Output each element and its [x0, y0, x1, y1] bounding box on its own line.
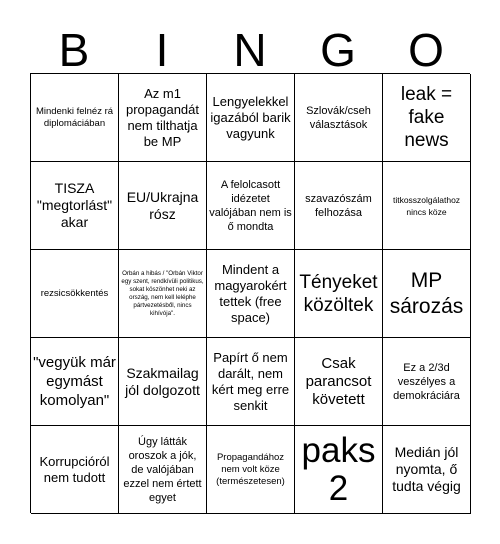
bingo-cell[interactable]	[207, 426, 295, 514]
bingo-cell[interactable]	[383, 162, 471, 250]
title-letter-o: O	[408, 24, 444, 76]
bingo-cell[interactable]	[31, 338, 119, 426]
bingo-cell[interactable]	[31, 250, 119, 338]
bingo-cell[interactable]	[207, 250, 295, 338]
bingo-cell[interactable]	[383, 426, 471, 514]
cell-text: Úgy látták oroszok a jók, de valójában ezzel nem értett egyet	[123, 435, 202, 504]
cell-text: Mindent a magyarokért tettek (free space)	[214, 261, 287, 325]
bingo-cell[interactable]	[119, 426, 207, 514]
cell-text: Az m1 propagandát nem tilthatja be MP	[125, 85, 199, 149]
cell-text: Papírt ő nem darált, nem kért meg erre senkit	[211, 349, 290, 413]
cell-text: Korrupcióról nem tudott	[39, 453, 110, 485]
bingo-cell[interactable]	[295, 338, 383, 426]
bingo-title	[30, 22, 470, 78]
cell-text: Propagandához nem volt köze (természetesen)	[216, 451, 285, 487]
cell-text: Orbán a hibás / "Orbán Viktor egy szent, rendkívüli politikus, sokat köszönhet neki az ország, nem kell leléphe pártvezetésből, nincs kihívója".	[121, 269, 204, 317]
cell-text: Szlovák/cseh választások	[306, 104, 371, 131]
bingo-cell[interactable]	[119, 162, 207, 250]
bingo-cell[interactable]	[295, 426, 383, 514]
cell-text: "vegyük már egymást komolyan"	[33, 354, 116, 409]
cell-text: TISZA "megtorlást" akar	[36, 180, 113, 230]
cell-text: rezsicsökkentés	[40, 287, 109, 299]
title-letter-n: N	[233, 24, 267, 76]
cell-text: EU/Ukrajna rósz	[126, 188, 199, 222]
bingo-cell[interactable]	[295, 162, 383, 250]
bingo-cell[interactable]	[119, 338, 207, 426]
cell-text: Csak parancsot követett	[305, 354, 372, 408]
bingo-cell[interactable]	[295, 74, 383, 162]
bingo-cell[interactable]	[31, 426, 119, 514]
bingo-cell[interactable]	[383, 250, 471, 338]
cell-text: MP sározás	[389, 268, 464, 318]
cell-text: Szakmailag jól dolgozott	[125, 364, 200, 398]
bingo-cell[interactable]	[207, 338, 295, 426]
bingo-cell[interactable]	[31, 74, 119, 162]
cell-text: szavazószám felhozása	[305, 192, 372, 219]
bingo-cell[interactable]	[31, 162, 119, 250]
cell-text: Tényeket közöltek	[299, 271, 378, 316]
cell-text: leak = fake news	[400, 84, 453, 151]
bingo-cell[interactable]	[207, 162, 295, 250]
title-letter-i: I	[155, 24, 169, 76]
cell-text: Medián jól nyomta, ő tudta végig	[392, 444, 461, 494]
cell-text: Lengyelekkel igazából barik vagyunk	[210, 93, 291, 141]
cell-text: Mindenki felnéz rá diplomáciában	[35, 105, 114, 129]
cell-text: paks 2	[301, 430, 376, 508]
cell-text: titkosszolgálathoz nincs köze	[392, 194, 461, 217]
bingo-cell[interactable]	[119, 74, 207, 162]
bingo-cell[interactable]	[383, 74, 471, 162]
title-letter-g: G	[320, 24, 356, 76]
bingo-cell[interactable]	[295, 250, 383, 338]
title-letter-b: B	[58, 24, 90, 76]
bingo-cell[interactable]	[383, 338, 471, 426]
bingo-board	[30, 73, 470, 513]
cell-text: A felolcasott idézetet valójában nem is ő mondta	[209, 178, 292, 233]
cell-text: Ez a 2/3d veszélyes a demokráciára	[393, 361, 460, 402]
bingo-cell[interactable]	[207, 74, 295, 162]
bingo-cell[interactable]	[119, 250, 207, 338]
